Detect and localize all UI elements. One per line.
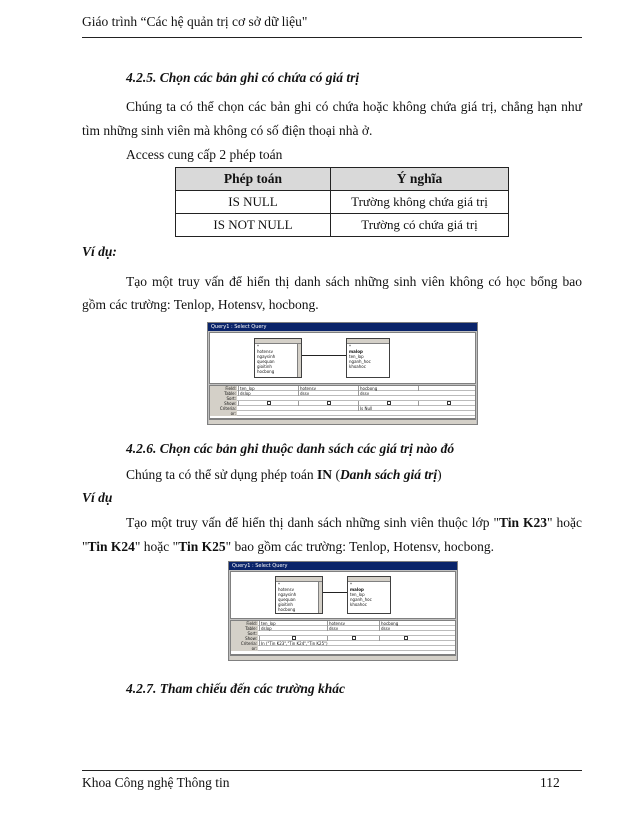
- table-header-cell: Ý nghĩa: [331, 168, 509, 191]
- page-footer: Khoa Công nghệ Thông tin: [82, 775, 230, 790]
- field-item: ngaysinh: [278, 592, 297, 597]
- show-checkbox[interactable]: [447, 401, 451, 405]
- field-item: ten_lop: [349, 354, 364, 359]
- table-row: [176, 214, 509, 237]
- grid-label: Table:: [231, 626, 258, 631]
- access-query-screenshot: [228, 561, 458, 661]
- table-pane: [230, 571, 456, 619]
- design-grid: [209, 385, 476, 419]
- grid-cell-field[interactable]: ten_lop: [238, 386, 298, 391]
- footer-divider: [82, 770, 582, 771]
- field-list-dslop: [347, 576, 391, 614]
- grid-label: Field:: [210, 386, 237, 391]
- field-item: *: [278, 582, 280, 587]
- table-row: [176, 191, 509, 214]
- text-run-bold: IN: [317, 467, 333, 482]
- paragraph-line: [126, 514, 582, 532]
- paragraph-line: [126, 466, 442, 484]
- scrollbar[interactable]: [318, 582, 322, 613]
- text-run: " bao gồm các trường: Tenlop, Hotensv, hocbong.: [225, 539, 494, 554]
- grid-label: Field:: [231, 621, 258, 626]
- grid-cell-field[interactable]: hotensv: [298, 386, 358, 391]
- example-label: Ví dụ: [82, 490, 113, 505]
- field-item: gioitinh: [257, 364, 272, 369]
- horizontal-scrollbar[interactable]: [230, 655, 456, 660]
- field-item: malop: [350, 587, 364, 592]
- field-item: ngaysinh: [257, 354, 276, 359]
- window-title: Query1 : Select Query: [208, 323, 477, 331]
- header-divider: [82, 37, 582, 38]
- grid-cell-table[interactable]: dslop: [259, 626, 327, 631]
- field-item: khoahoc: [350, 602, 367, 607]
- section-heading-4-2-6: 4.2.6. Chọn các bản ghi thuộc danh sách các giá trị nào đó: [126, 441, 455, 456]
- grid-label: Table:: [210, 391, 237, 396]
- field-list-dssv: [254, 338, 302, 378]
- field-item: ten_lop: [350, 592, 365, 597]
- field-item: nganh_hoc: [350, 597, 372, 602]
- table-cell: IS NULL: [176, 191, 331, 214]
- grid-label: Criteria:: [210, 406, 237, 411]
- paragraph-line: Access cung cấp 2 phép toán: [126, 147, 283, 162]
- show-checkbox[interactable]: [404, 636, 408, 640]
- grid-cell-field[interactable]: ten_lop: [259, 621, 327, 626]
- section-heading-4-2-5: 4.2.5. Chọn các bản ghi có chứa có giá trị: [126, 70, 360, 85]
- grid-cell-field[interactable]: hotensv: [327, 621, 379, 626]
- grid-cell-criteria[interactable]: Is Null: [358, 406, 418, 411]
- grid-label: or:: [231, 646, 258, 651]
- field-item: hocbong: [278, 607, 296, 612]
- grid-label: Criteria:: [231, 641, 258, 646]
- paragraph-line: Chúng ta có thể chọn các bản ghi có chứa hoặc không chứa giá trị, chẳng hạn như: [126, 99, 582, 114]
- text-run: Chúng ta có thể sử dụng phép toán: [126, 467, 318, 482]
- table-pane: [209, 332, 476, 384]
- join-line: [302, 355, 346, 356]
- operators-table: [175, 167, 509, 237]
- table-header-row: [176, 168, 509, 191]
- field-item: nganh_hoc: [349, 359, 371, 364]
- text-run: ": [82, 539, 88, 554]
- grid-label: Sort:: [210, 396, 237, 401]
- window-title: Query1 : Select Query: [229, 562, 457, 570]
- text-run: Tạo một truy vấn để hiển thị danh sách những sinh viên thuộc lớp ": [126, 515, 499, 530]
- field-item: quequan: [257, 359, 275, 364]
- grid-label: Show:: [210, 401, 237, 406]
- paragraph-line: [82, 538, 494, 556]
- show-checkbox[interactable]: [327, 401, 331, 405]
- page-header: Giáo trình “Các hệ quản trị cơ sở dữ liệu": [82, 14, 308, 29]
- show-checkbox[interactable]: [352, 636, 356, 640]
- grid-cell-field[interactable]: hocbong: [379, 621, 431, 626]
- table-cell: IS NOT NULL: [176, 214, 331, 237]
- access-query-screenshot: [207, 322, 478, 425]
- paragraph-line: tìm những sinh viên mà không có số điện thoại nhà ở.: [82, 123, 373, 138]
- field-item: hotensv: [257, 349, 273, 354]
- text-run-bold: Tin K25: [178, 539, 226, 554]
- show-checkbox[interactable]: [292, 636, 296, 640]
- field-item: *: [350, 582, 352, 587]
- show-checkbox[interactable]: [267, 401, 271, 405]
- grid-cell-field[interactable]: hocbong: [358, 386, 418, 391]
- example-label: Ví dụ:: [82, 244, 117, 259]
- text-run: ): [437, 467, 442, 482]
- text-run-bold: Tin K24: [87, 539, 135, 554]
- text-run: " hoặc ": [134, 539, 179, 554]
- page-number: 112: [540, 775, 560, 790]
- text-run: " hoặc: [547, 515, 582, 530]
- field-item: *: [349, 344, 351, 349]
- grid-cell-table[interactable]: dssv: [327, 626, 379, 631]
- table-header-cell: Phép toán: [176, 168, 331, 191]
- scrollbar[interactable]: [297, 344, 301, 377]
- field-item: hocbong: [257, 369, 275, 374]
- text-run: (: [332, 467, 340, 482]
- field-item: hotensv: [278, 587, 294, 592]
- design-grid: [230, 620, 456, 655]
- grid-cell-table[interactable]: dssv: [358, 391, 418, 396]
- grid-label: Show:: [231, 636, 258, 641]
- grid-label: Sort:: [231, 631, 258, 636]
- field-item: khoahoc: [349, 364, 366, 369]
- paragraph-line: gồm các trường: Tenlop, Hotensv, hocbong.: [82, 297, 319, 312]
- join-line: [323, 592, 347, 593]
- table-cell: Trường không chứa giá trị: [331, 191, 509, 214]
- text-run-bold-italic: Danh sách giá trị: [339, 467, 438, 482]
- grid-label: or:: [210, 411, 237, 416]
- section-heading-4-2-7: 4.2.7. Tham chiếu đến các trường khác: [126, 681, 345, 696]
- field-item: gioitinh: [278, 602, 293, 607]
- text-run-bold: Tin K23: [498, 515, 547, 530]
- horizontal-scrollbar[interactable]: [209, 419, 476, 424]
- grid-cell-table[interactable]: dssv: [298, 391, 358, 396]
- field-item: *: [257, 344, 259, 349]
- paragraph-line: Tạo một truy vấn để hiển thị danh sách những sinh viên không có học bổng bao: [126, 274, 582, 289]
- grid-cell-table[interactable]: dslop: [238, 391, 298, 396]
- table-cell: Trường có chứa giá trị: [331, 214, 509, 237]
- grid-cell-table[interactable]: dssv: [379, 626, 431, 631]
- field-item: quequan: [278, 597, 296, 602]
- grid-cell-criteria[interactable]: In ("Tin K23","Tin K24","Tin K25"): [259, 641, 359, 646]
- show-checkbox[interactable]: [387, 401, 391, 405]
- field-list-dssv: [275, 576, 323, 614]
- field-list-dslop: [346, 338, 390, 378]
- field-item: malop: [349, 349, 363, 354]
